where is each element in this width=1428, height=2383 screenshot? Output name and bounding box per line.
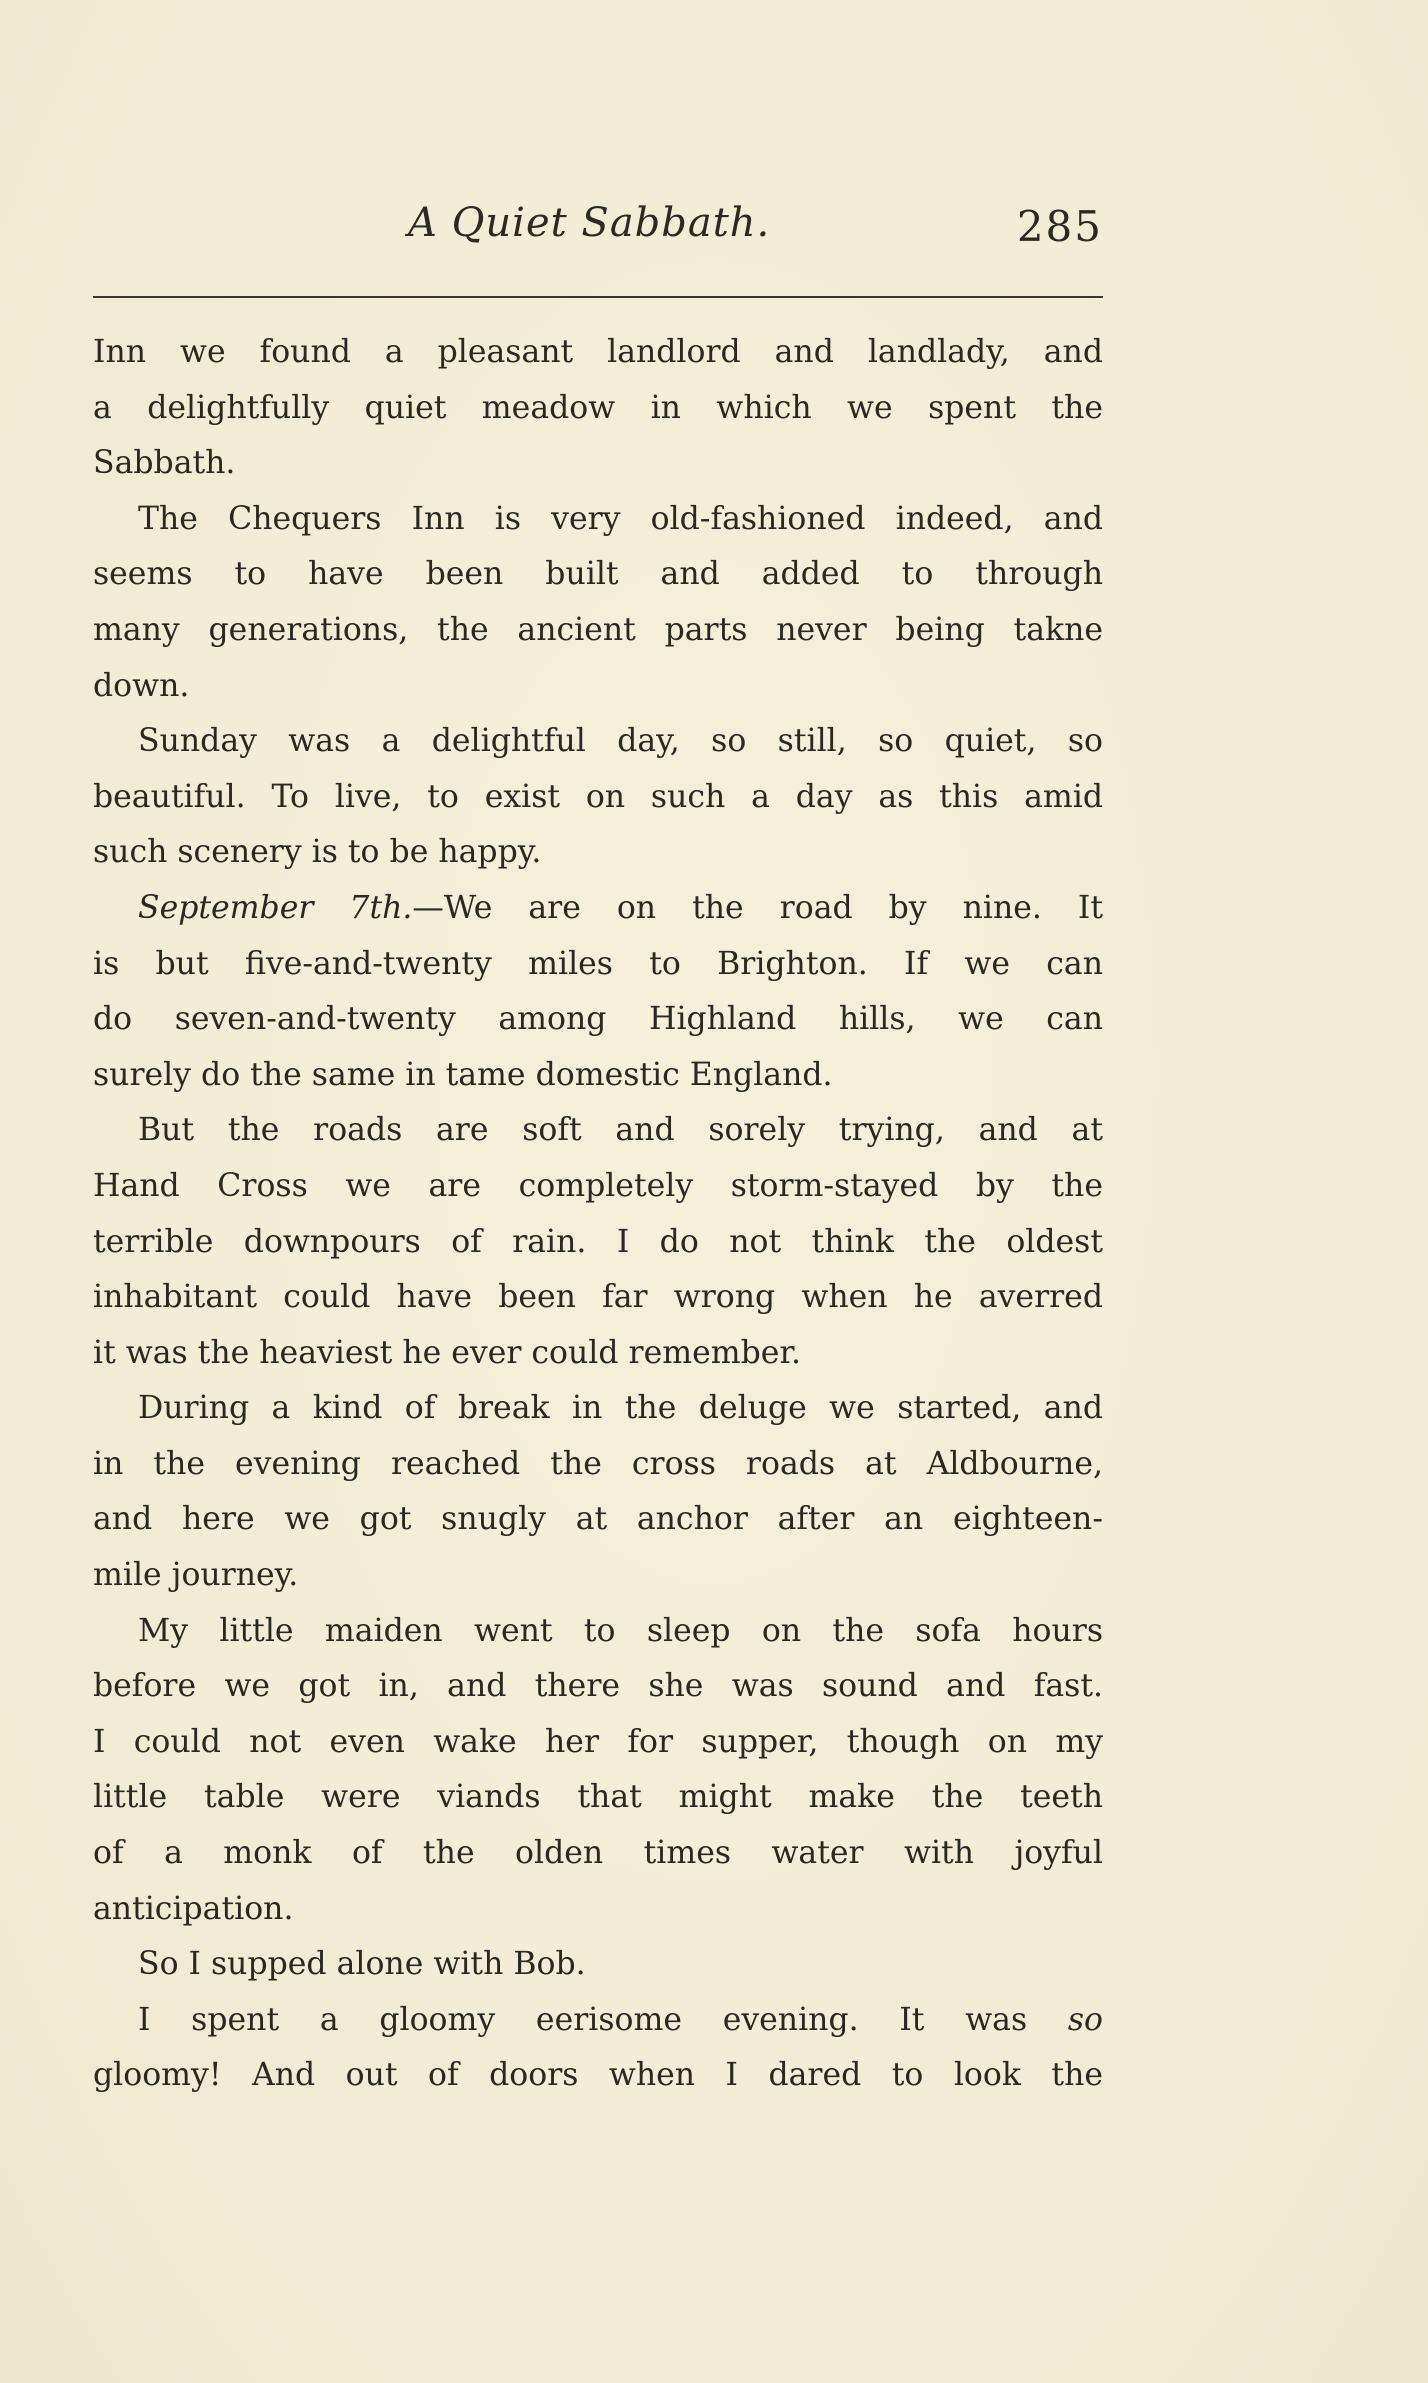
text-fragment: I spent a gloomy eerisome evening. It was: [138, 2001, 1028, 2038]
body-text: [93, 325, 1103, 2104]
text-line: a delightfully quiet meadow in which we spent the: [93, 389, 1103, 426]
text-line: down.: [93, 667, 190, 704]
text-line: terrible downpours of rain. I do not think the oldest: [93, 1223, 1103, 1260]
text-line: The Chequers Inn is very old-fashioned indeed, and: [138, 500, 1103, 537]
text-line: of a monk of the olden times water with joyful: [93, 1835, 1103, 1872]
date-day: 7th.: [349, 889, 413, 926]
text-line: Hand Cross we are completely storm-stayed by the: [93, 1167, 1103, 1204]
text-line: it was the heaviest he ever could remember.: [93, 1334, 802, 1371]
text-line: little table were viands that might make the teeth: [93, 1779, 1103, 1816]
text-line: But the roads are soft and sorely trying, and at: [138, 1112, 1103, 1149]
text-line: seems to have been built and added to through: [93, 556, 1103, 593]
text-line: such scenery is to be happy.: [93, 834, 542, 871]
text-line: Sunday was a delightful day, so still, so quiet, so: [138, 723, 1103, 760]
text-line: Sabbath.: [93, 445, 236, 482]
text-line: many generations, the ancient parts never being takne: [93, 611, 1103, 648]
text-line: During a kind of break in the deluge we started, and: [138, 1390, 1103, 1427]
text-line: before we got in, and there she was sound and fast.: [93, 1668, 1103, 1705]
text-line: and here we got snugly at anchor after an eighteen-: [93, 1501, 1103, 1538]
page-header: [93, 200, 1103, 260]
text-line: Inn we found a pleasant landlord and landlady, and: [93, 334, 1103, 370]
text-line: gloomy! And out of doors when I dared to look the: [93, 2057, 1103, 2094]
text-line: anticipation.: [93, 1890, 294, 1927]
text-line: surely do the same in tame domestic England.: [93, 1056, 833, 1093]
text-line: mile journey.: [93, 1557, 299, 1594]
text-line: My little maiden went to sleep on the sofa hours: [138, 1612, 1103, 1649]
text-line: I could not even wake her for supper, though on my: [93, 1723, 1103, 1760]
text-line: do seven-and-twenty among Highland hills, we can: [93, 1001, 1103, 1038]
text-line: [93, 1993, 1103, 2049]
header-rule: [93, 296, 1103, 298]
text-line: in the evening reached the cross roads at Aldbourne,: [93, 1445, 1103, 1482]
text-line: is but five-and-twenty miles to Brighton. If we can: [93, 945, 1103, 982]
text-line: [93, 881, 1103, 937]
running-title: A Quiet Sabbath.: [408, 200, 771, 246]
text-line: So I supped alone with Bob.: [138, 1946, 586, 1983]
text-line: inhabitant could have been far wrong when he averred: [93, 1279, 1103, 1316]
page-number: 285: [1016, 202, 1103, 251]
date-month: September: [138, 889, 314, 926]
emphasis-so: so: [1067, 2001, 1103, 2038]
text-fragment: —We are on the road by nine. It: [412, 889, 1103, 926]
text-line: beautiful. To live, to exist on such a day as this amid: [93, 778, 1103, 815]
